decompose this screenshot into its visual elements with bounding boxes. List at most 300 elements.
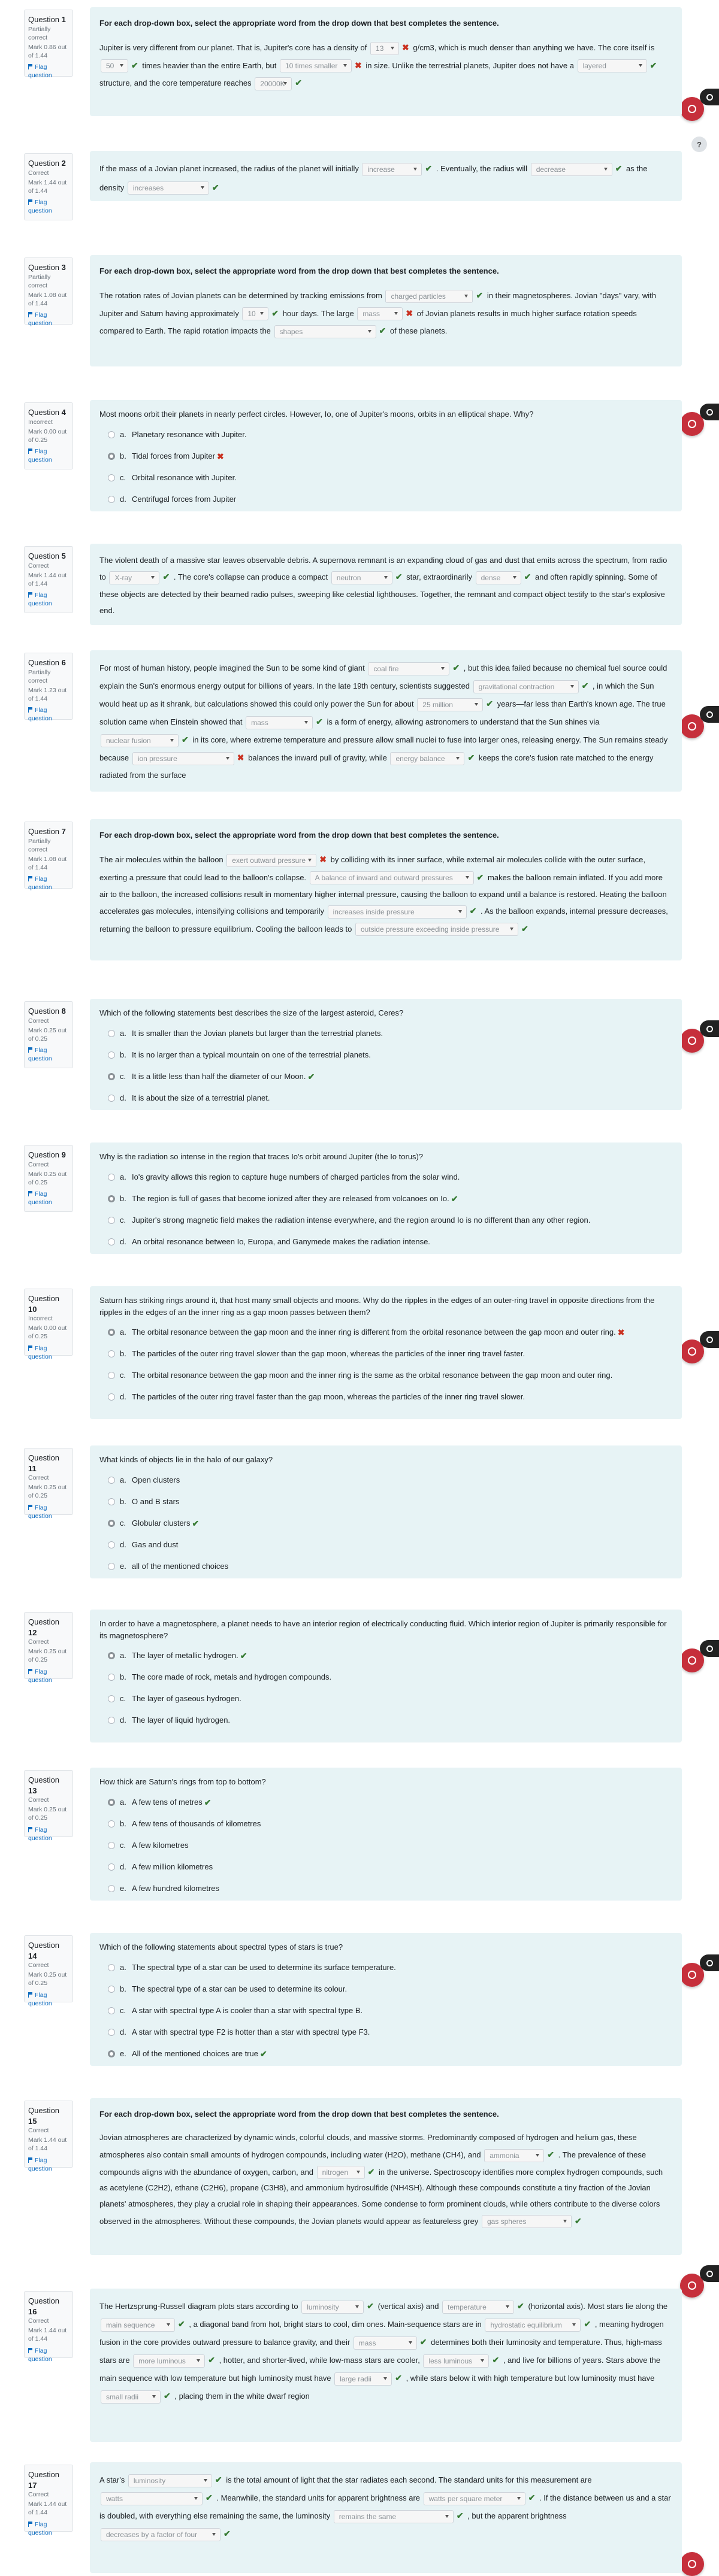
answer-option[interactable]: e. All of the mentioned choices are true ✔: [99, 2043, 672, 2065]
answer-option[interactable]: a. The orbital resonance between the gap moon and the inner ring is different from the orbital resonance between the gap moon and outer ring. ✖: [99, 1322, 672, 1343]
flag-icon: [28, 199, 33, 205]
question-number: Question 13: [28, 1775, 60, 1795]
question-number: Question 11: [28, 1453, 60, 1473]
correct-icon: ✔: [307, 1071, 315, 1081]
question-number: Question 10: [28, 1294, 60, 1314]
question-content: [90, 819, 682, 960]
chat-icon: [706, 1960, 713, 1966]
radio-button[interactable]: [108, 1652, 115, 1659]
answer-select[interactable]: neutron: [331, 571, 392, 584]
radio-button[interactable]: [108, 1842, 115, 1849]
chat-icon: [688, 420, 696, 428]
answer-options: [99, 1469, 672, 1577]
answer-option[interactable]: a. Planetary resonance with Jupiter.: [99, 424, 672, 446]
flag-icon: [28, 312, 33, 317]
correct-icon: ✔: [178, 2319, 185, 2329]
answer-option[interactable]: b. The particles of the outer ring travel slower than the gap moon, whereas the particles of the inner ring travel faster.: [99, 1343, 672, 1365]
question-content: [90, 7, 682, 116]
answer-option[interactable]: c. A few kilometres: [99, 1835, 672, 1856]
flag-question-link[interactable]: Flag question: [28, 2156, 52, 2172]
question-prompt: In order to have a magnetosphere, a planet needs to have an interior region of electrically conducting fluid. Which interior region of Jupiter is primarily responsible for its magnetosphere?: [99, 1619, 667, 1640]
answer-select[interactable]: gravitational contraction: [473, 680, 579, 693]
question-text: A star's luminosity ✔ is the total amount of light that the star radiates each second. The standard units for this measurement are watts ✔ . Meanwhile, the standard units for apparent brightness are watts per square meter ✔ . If the distance between us and a star is doubled, with everything else remaining the same, the luminosity remains the same ✔ , but the apparent brightness decreases by a factor of four ✔: [99, 2471, 672, 2542]
radio-button[interactable]: [108, 496, 115, 503]
answer-option[interactable]: a. It is smaller than the Jovian planets but larger than the terrestrial planets.: [99, 1023, 672, 1044]
question-heading: For each drop-down box, select the appropriate word from the drop down that best completes the sentence.: [99, 831, 499, 840]
side-tab[interactable]: [700, 2265, 719, 2282]
answer-select[interactable]: layered: [578, 59, 647, 72]
question-mark: Mark 1.23 out of 1.44: [28, 686, 67, 703]
flag-question-link[interactable]: Flag question: [28, 448, 52, 464]
flag-question-link[interactable]: Flag question: [28, 1344, 52, 1360]
answer-select[interactable]: small radii: [101, 2390, 161, 2404]
flag-icon: [28, 1345, 33, 1351]
correct-icon: ✔: [476, 290, 484, 301]
question-content: [90, 650, 682, 792]
answer-select[interactable]: ammonia: [484, 2149, 544, 2162]
radio-button[interactable]: [108, 1238, 115, 1245]
question-info: [24, 1770, 73, 1842]
correct-icon: ✔: [212, 182, 219, 192]
flag-question-link[interactable]: Flag question: [28, 1047, 52, 1063]
question-number: Question 4: [28, 408, 66, 417]
question-info: [24, 2465, 73, 2536]
correct-icon: ✔: [295, 78, 302, 88]
correct-icon: ✔: [206, 2493, 213, 2503]
radio-button[interactable]: [108, 1863, 115, 1871]
question-mark: Mark 1.44 out of 1.44: [28, 2136, 67, 2153]
answer-select[interactable]: X-ray: [109, 571, 159, 584]
answer-select[interactable]: 10: [242, 307, 268, 320]
chat-icon: [688, 722, 696, 731]
correct-icon: ✔: [615, 163, 623, 173]
question-content: [90, 2098, 682, 2255]
chat-icon: [706, 2271, 713, 2277]
question-number: Question 14: [28, 1941, 60, 1960]
answer-select[interactable]: temperature: [442, 2301, 514, 2314]
answer-select[interactable]: exert outward pressure: [226, 854, 316, 867]
side-tab[interactable]: [700, 1640, 719, 1657]
radio-button[interactable]: [108, 1986, 115, 1993]
answer-option[interactable]: c. Orbital resonance with Jupiter.: [99, 467, 672, 489]
side-tab[interactable]: [700, 1331, 719, 1348]
correct-icon: ✔: [521, 923, 528, 934]
radio-button[interactable]: [108, 453, 115, 460]
answer-option[interactable]: a. Io's gravity allows this region to capture huge numbers of charged particles from the solar wind.: [99, 1166, 672, 1188]
radio-button[interactable]: [108, 1051, 115, 1059]
flag-icon: [28, 592, 33, 598]
radio-button[interactable]: [108, 2029, 115, 2036]
correct-icon: ✔: [456, 2511, 464, 2521]
question-status: Partially correct: [28, 273, 51, 289]
side-tab[interactable]: [700, 1020, 719, 1037]
answer-option[interactable]: c. Jupiter's strong magnetic field makes the radiation intense everywhere, and the region around Io is no different than any other region.: [99, 1210, 672, 1231]
answer-option[interactable]: c. Globular clusters ✔: [99, 1513, 672, 1534]
answer-select[interactable]: increase: [362, 163, 422, 176]
answer-option[interactable]: d. The particles of the outer ring travel faster than the gap moon, whereas the particles of the inner ring travel slower.: [99, 1386, 672, 1408]
correct-icon: ✔: [215, 2475, 222, 2484]
correct-icon: ✔: [182, 735, 189, 745]
question-mark: Mark 1.44 out of 1.44: [28, 178, 67, 195]
flag-question-link[interactable]: Flag question: [28, 2347, 52, 2363]
chat-icon: [688, 1656, 696, 1665]
question-content: [90, 544, 682, 625]
question-mark: Mark 0.25 out of 0.25: [28, 1806, 67, 1822]
answer-select[interactable]: ion pressure: [132, 752, 234, 765]
answer-select[interactable]: nitrogen: [317, 2166, 365, 2179]
correct-icon: ✔: [574, 2216, 582, 2226]
answer-select[interactable]: decreases by a factor of four: [101, 2528, 220, 2541]
flag-icon: [28, 2348, 33, 2353]
question-status: Correct: [28, 1962, 49, 1969]
answer-option[interactable]: a. The spectral type of a star can be used to determine its surface temperature.: [99, 1957, 672, 1978]
incorrect-icon: ✖: [319, 854, 327, 865]
correct-icon: ✔: [524, 572, 531, 582]
radio-button[interactable]: [108, 474, 115, 481]
question-content: [90, 151, 682, 201]
correct-icon: ✔: [486, 699, 494, 709]
question-status: Correct: [28, 562, 49, 569]
question-content: [90, 1445, 682, 1578]
flag-icon: [28, 1827, 33, 1832]
question-text: The Hertzsprung-Russell diagram plots stars according to luminosity ✔ (vertical axis) and temperature ✔ (horizontal axis). Most stars lie along the main sequence ✔ , a diagonal band from hot, bright stars to cool, dim ones. Main-sequence stars are in hydrostatic equilibrium ✔ , meaning hydrogen fusion in the core provides outward pressure to balance gravity, and their mass ✔ determines both their luminosity and temperature. Thus, high-mass stars are more luminous ✔ , hotter, and shorter-lived, while low-mass stars are cooler, less luminous ✔ , and live for billions of years. Stars above the main sequence with low temperature but high luminosity must have large radii ✔ , while stars below it with high temperature but low luminosity must have small radii ✔ , placing them in the white dwarf region: [99, 2297, 672, 2405]
answer-option[interactable]: b. The spectral type of a star can be used to determine its colour.: [99, 1978, 672, 2000]
answer-select[interactable]: large radii: [334, 2372, 392, 2386]
question-status: Partially correct: [28, 837, 51, 853]
radio-button[interactable]: [108, 1820, 115, 1828]
answer-select[interactable]: decrease: [531, 163, 612, 176]
radio-button[interactable]: [108, 1541, 115, 1548]
radio-button[interactable]: [108, 1799, 115, 1806]
answer-option[interactable]: b. The core made of rock, metals and hydrogen compounds.: [99, 1666, 672, 1688]
side-tab[interactable]: [700, 404, 719, 420]
flag-icon: [28, 2522, 33, 2527]
radio-button[interactable]: [108, 1174, 115, 1181]
answer-select[interactable]: shapes: [274, 325, 376, 338]
radio-button[interactable]: [108, 1964, 115, 1971]
chat-icon: [706, 1337, 713, 1343]
question-number: Question 17: [28, 2470, 60, 2490]
radio-button[interactable]: [108, 1217, 115, 1224]
question-status: Correct: [28, 1638, 49, 1646]
radio-button[interactable]: [108, 431, 115, 438]
answer-select[interactable]: 10 times smaller: [280, 59, 352, 72]
flag-question-link[interactable]: Flag question: [28, 311, 52, 328]
radio-button[interactable]: [108, 1095, 115, 1102]
chat-icon: [706, 711, 713, 718]
answer-option[interactable]: c. The layer of gaseous hydrogen.: [99, 1688, 672, 1710]
question-content: [90, 400, 682, 511]
flag-question-link[interactable]: Flag question: [28, 1991, 52, 2007]
answer-select[interactable]: increases: [128, 181, 209, 195]
answer-select[interactable]: watts: [101, 2492, 203, 2505]
question-status: Correct: [28, 1796, 49, 1804]
answer-option[interactable]: b. O and B stars: [99, 1491, 672, 1513]
question-mark: Mark 1.08 out of 1.44: [28, 291, 67, 308]
flag-icon: [28, 64, 33, 69]
chat-icon: [706, 1645, 713, 1652]
answer-select[interactable]: luminosity: [301, 2301, 364, 2314]
answer-select[interactable]: 13: [370, 42, 399, 55]
question-content: [90, 1933, 682, 2066]
answer-option[interactable]: d. Gas and dust: [99, 1534, 672, 1556]
correct-icon: ✔: [547, 2149, 554, 2159]
question-status: Partially correct: [28, 668, 51, 684]
answer-options: [99, 1957, 672, 2065]
question-info: [24, 1145, 73, 1212]
answer-select[interactable]: mass: [357, 307, 403, 320]
radio-button[interactable]: [108, 2007, 115, 2014]
question-mark: Mark 1.44 out of 1.44: [28, 2501, 67, 2517]
question-mark: Mark 0.00 out of 0.25: [28, 428, 67, 444]
answer-option[interactable]: c. The orbital resonance between the gap moon and the inner ring is the same as the orbital resonance between the gap moon and outer ring.: [99, 1365, 672, 1386]
question-content: [90, 999, 682, 1110]
question-heading: For each drop-down box, select the appropriate word from the drop down that best completes the sentence.: [99, 2110, 499, 2119]
flag-question-link[interactable]: Flag question: [28, 707, 52, 723]
answer-option[interactable]: c. A star with spectral type A is cooler than a star with spectral type B.: [99, 2000, 672, 2022]
question-text: The rotation rates of Jovian planets can be determined by tracking emissions from charged particles ✔ in their magnetospheres. Jovian "days" vary, with Jupiter and Saturn having approximately 10 ✔ hour days. The large mass ✖ of Jovian planets results in much higher surface rotation speeds compared to Earth. The rapid rotation impacts the shapes ✔ of these planets.: [99, 287, 672, 340]
radio-button[interactable]: [108, 1329, 115, 1336]
correct-icon: ✔: [271, 308, 279, 318]
chat-icon: [706, 94, 713, 101]
correct-icon: ✔: [649, 60, 657, 70]
answer-select[interactable]: 25 million: [417, 698, 483, 711]
answer-select[interactable]: A balance of inward and outward pressures: [310, 871, 474, 884]
side-tab[interactable]: [700, 89, 719, 105]
question-text: Jovian atmospheres are characterized by dynamic winds, colorful clouds, and massive storms. Predominantly composed of hydrogen and helium gas, these atmospheres also contain small amounts of hydrogen compounds, including water (H2O), methane (CH4), and ammonia ✔ . The prevalence of these compounds aligns with the abundance of oxygen, carbon, and nitrogen ✔ in the universe. Spectroscopy identifies more complex hydrogen compounds, such as acetylene (C2H2), ethane (C2H6), propane (C3H8), and ammonium hydrosulfide (NH4SH). Although these compounds constitute a tiny fraction of the Jovian planets' atmospheres, they play a crucial role in shaping their appearances. Some condense to form prominent clouds, while others contribute to the diverse colors observed in the atmospheres. Without these compounds, the Jovian planets would appear as featureless grey gas spheres ✔: [99, 2130, 672, 2229]
correct-icon: ✔: [395, 572, 403, 582]
question-content: [90, 1142, 682, 1254]
radio-button[interactable]: [108, 1372, 115, 1379]
question-content: [90, 1610, 682, 1742]
chat-icon: [688, 1037, 696, 1045]
question-mark: Mark 0.25 out of 0.25: [28, 1971, 67, 1987]
question-prompt: Which of the following statements about spectral types of stars is true?: [99, 1942, 343, 1951]
correct-icon: ✔: [451, 1193, 458, 1204]
flag-question-link[interactable]: Flag question: [28, 592, 52, 608]
question-number: Question 15: [28, 2106, 60, 2126]
flag-question-link[interactable]: Flag question: [28, 1668, 52, 1684]
correct-icon: ✔: [367, 2301, 374, 2311]
correct-icon: ✔: [469, 906, 477, 916]
correct-icon: ✔: [419, 2337, 427, 2347]
correct-icon: ✔: [164, 2391, 171, 2401]
question-mark: Mark 1.44 out of 1.44: [28, 2327, 67, 2343]
chat-icon: [706, 1026, 713, 1032]
question-number: Question 12: [28, 1617, 60, 1637]
answer-option[interactable]: d. An orbital resonance between Io, Europa, and Ganymede makes the radiation intense.: [99, 1231, 672, 1253]
answer-options: [99, 1023, 672, 1109]
radio-button[interactable]: [108, 1563, 115, 1570]
incorrect-icon: ✖: [216, 451, 224, 461]
correct-icon: ✔: [240, 1651, 247, 1660]
answer-options: [99, 1166, 672, 1253]
question-info: [24, 1448, 73, 1520]
question-number: Question 2: [28, 159, 66, 168]
answer-select[interactable]: mass: [246, 716, 313, 729]
flag-icon: [28, 1191, 33, 1196]
chat-icon: [706, 409, 713, 416]
answer-option[interactable]: a. A few tens of metres ✔: [99, 1792, 672, 1813]
question-number: Question 16: [28, 2296, 60, 2316]
answer-select[interactable]: 20000K: [255, 77, 292, 90]
answer-select[interactable]: charged particles: [385, 290, 473, 303]
question-info: [24, 257, 73, 328]
answer-select[interactable]: mass: [354, 2336, 417, 2350]
question-number: Question 8: [28, 1007, 66, 1016]
radio-button[interactable]: [108, 1717, 115, 1724]
question-mark: Mark 1.44 out of 1.44: [28, 571, 67, 587]
flag-question-link[interactable]: Flag question: [28, 1826, 52, 1842]
radio-button[interactable]: [108, 2050, 115, 2057]
flag-icon: [28, 1992, 33, 1998]
question-prompt: How thick are Saturn's rings from top to bottom?: [99, 1777, 266, 1786]
correct-icon: ✔: [208, 2355, 215, 2365]
answer-select[interactable]: 50: [101, 59, 128, 72]
flag-question-link[interactable]: Flag question: [28, 1190, 52, 1207]
question-info: [24, 1612, 73, 1684]
answer-option[interactable]: d. It is about the size of a terrestrial planet.: [99, 1087, 672, 1109]
question-status: Correct: [28, 2317, 49, 2325]
flag-question-link[interactable]: Flag question: [28, 63, 52, 80]
question-mark: Mark 0.25 out of 0.25: [28, 1170, 67, 1186]
answer-select[interactable]: nuclear fusion: [101, 734, 179, 747]
answer-option[interactable]: b. A few tens of thousands of kilometres: [99, 1813, 672, 1835]
incorrect-icon: ✖: [617, 1328, 625, 1337]
answer-select[interactable]: outside pressure exceeding inside pressure: [355, 923, 518, 936]
flag-question-link[interactable]: Flag question: [28, 875, 52, 892]
question-number: Question 3: [28, 263, 66, 272]
chat-icon: [688, 105, 696, 113]
answer-select[interactable]: energy balance: [390, 752, 464, 765]
question-mark: Mark 0.86 out of 1.44: [28, 43, 67, 60]
radio-button[interactable]: [108, 1885, 115, 1892]
answer-select[interactable]: luminosity: [128, 2474, 212, 2487]
question-mark: Mark 0.25 out of 0.25: [28, 1484, 67, 1500]
side-tab[interactable]: [700, 1954, 719, 1971]
question-info: [24, 822, 73, 892]
question-mark: Mark 0.25 out of 0.25: [28, 1648, 67, 1664]
answer-select[interactable]: hydrostatic equilibrium: [485, 2319, 581, 2332]
radio-button[interactable]: [108, 1498, 115, 1505]
answer-select[interactable]: coal fire: [368, 662, 449, 675]
flag-icon: [28, 1669, 33, 1674]
incorrect-icon: ✖: [237, 753, 244, 763]
question-info: [24, 546, 73, 613]
flag-icon: [28, 448, 33, 454]
flag-question-link[interactable]: Flag question: [28, 2520, 52, 2536]
question-number: Question 1: [28, 15, 66, 24]
answer-select[interactable]: remains the same: [334, 2510, 454, 2523]
question-mark: Mark 1.08 out of 1.44: [28, 855, 67, 872]
question-mark: Mark 0.00 out of 0.25: [28, 1325, 67, 1341]
answer-option[interactable]: b. The region is full of gases that become ionized after they are released from volcanoes on Io. ✔: [99, 1188, 672, 1210]
question-status: Correct: [28, 1017, 49, 1025]
answer-option[interactable]: e. A few hundred kilometres: [99, 1878, 672, 1899]
answer-option[interactable]: c. It is a little less than half the diameter of our Moon. ✔: [99, 1066, 672, 1087]
question-status: Correct: [28, 2491, 49, 2499]
question-content: [90, 1768, 682, 1901]
radio-button[interactable]: [108, 1393, 115, 1401]
question-status: Partially correct: [28, 25, 51, 41]
answer-select[interactable]: increases inside pressure: [328, 905, 467, 919]
answer-option[interactable]: b. It is no larger than a typical mountain on one of the terrestrial planets.: [99, 1044, 672, 1066]
question-content: [90, 255, 682, 366]
answer-options: [99, 1322, 672, 1408]
answer-option[interactable]: a. Open clusters: [99, 1469, 672, 1491]
radio-button[interactable]: [108, 1695, 115, 1702]
answer-select[interactable]: dense: [476, 571, 521, 584]
incorrect-icon: ✖: [402, 43, 409, 53]
radio-button[interactable]: [108, 1477, 115, 1484]
question-number: Question 6: [28, 658, 66, 667]
answer-option[interactable]: a. The layer of metallic hydrogen. ✔: [99, 1645, 672, 1666]
answer-select[interactable]: main sequence: [101, 2319, 175, 2332]
correct-icon: ✔: [204, 1797, 212, 1807]
question-heading: For each drop-down box, select the appropriate word from the drop down that best completes the sentence.: [99, 19, 499, 28]
answer-options: [99, 1645, 672, 1731]
correct-icon: ✔: [260, 2048, 267, 2059]
help-button[interactable]: ?: [691, 137, 707, 152]
correct-icon: ✔: [492, 2355, 500, 2365]
question-info: [24, 653, 73, 723]
flag-icon: [28, 1047, 33, 1053]
chat-icon: [688, 1347, 696, 1356]
correct-icon: ✔: [395, 2373, 402, 2383]
question-info: [24, 1001, 73, 1068]
answer-option[interactable]: d. The layer of liquid hydrogen.: [99, 1710, 672, 1731]
radio-button[interactable]: [108, 1195, 115, 1202]
answer-option[interactable]: d. A few million kilometres: [99, 1856, 672, 1878]
question-status: Incorrect: [28, 1315, 53, 1323]
question-status: Correct: [28, 1160, 49, 1168]
answer-option[interactable]: d. A star with spectral type F2 is hotter than a star with spectral type F3.: [99, 2022, 672, 2043]
question-status: Incorrect: [28, 418, 53, 426]
answer-option[interactable]: b. Tidal forces from Jupiter ✖: [99, 446, 672, 467]
radio-button[interactable]: [108, 1520, 115, 1527]
flag-question-link[interactable]: Flag question: [28, 1504, 52, 1520]
flag-question-link[interactable]: Flag question: [28, 199, 52, 215]
side-tab[interactable]: [700, 706, 719, 723]
answer-select[interactable]: less luminous: [423, 2354, 489, 2368]
correct-icon: ✔: [379, 326, 386, 336]
radio-button[interactable]: [108, 1073, 115, 1080]
chat-button[interactable]: [680, 2552, 704, 2576]
question-text: Jupiter is very different from our planet. That is, Jupiter's core has a density of 13 ✖ g/cm3, which is much denser than anything we have. The core itself is 50 ✔ times heavier than the entire Earth, but 10 times smaller ✖ in size. Unlike the terrestrial planets, Jupiter does not have a layered ✔ structure, and the core temperature reaches 20000K ✔: [99, 39, 672, 92]
answer-select[interactable]: watts per square meter: [424, 2492, 525, 2505]
question-text: The air molecules within the balloon exert outward pressure ✖ by colliding with its inner surface, while external air molecules collide with the outer surface, exerting a pressure that could lead to the balloon's collapse. A balance of inward and outward pressures ✔ makes the balloon remain inflated. If you add more air to the balloon, the increased collisions result in momentary higher internal pressure, causing the balloon to expand until a balance is restored. Heating the balloon accelerates gas molecules, intensifying collisions and temporarily increases inside pressure ✔ . As the balloon expands, internal pressure decreases, returning the balloon to pressure equilibrium. Cooling the balloon leads to outside pressure exceeding inside pressure ✔: [99, 851, 672, 938]
question-info: [24, 2291, 73, 2363]
question-info: [24, 1935, 73, 2007]
answer-option[interactable]: d. Centrifugal forces from Jupiter: [99, 489, 672, 510]
question-prompt: What kinds of objects lie in the halo of our galaxy?: [99, 1455, 273, 1464]
answer-option[interactable]: e. all of the mentioned choices: [99, 1556, 672, 1577]
answer-select[interactable]: more luminous: [133, 2354, 205, 2368]
radio-button[interactable]: [108, 1674, 115, 1681]
question-heading: For each drop-down box, select the appropriate word from the drop down that best completes the sentence.: [99, 266, 499, 275]
question-mark: Mark 0.25 out of 0.25: [28, 1026, 67, 1042]
correct-icon: ✔: [316, 717, 323, 727]
radio-button[interactable]: [108, 1030, 115, 1037]
answer-select[interactable]: gas spheres: [482, 2215, 572, 2228]
radio-button[interactable]: [108, 1350, 115, 1357]
flag-icon: [28, 2157, 33, 2163]
correct-icon: ✔: [223, 2529, 231, 2539]
incorrect-icon: ✖: [355, 60, 362, 70]
question-content: [90, 1286, 682, 1419]
correct-icon: ✔: [131, 60, 138, 70]
correct-icon: ✔: [162, 572, 170, 582]
